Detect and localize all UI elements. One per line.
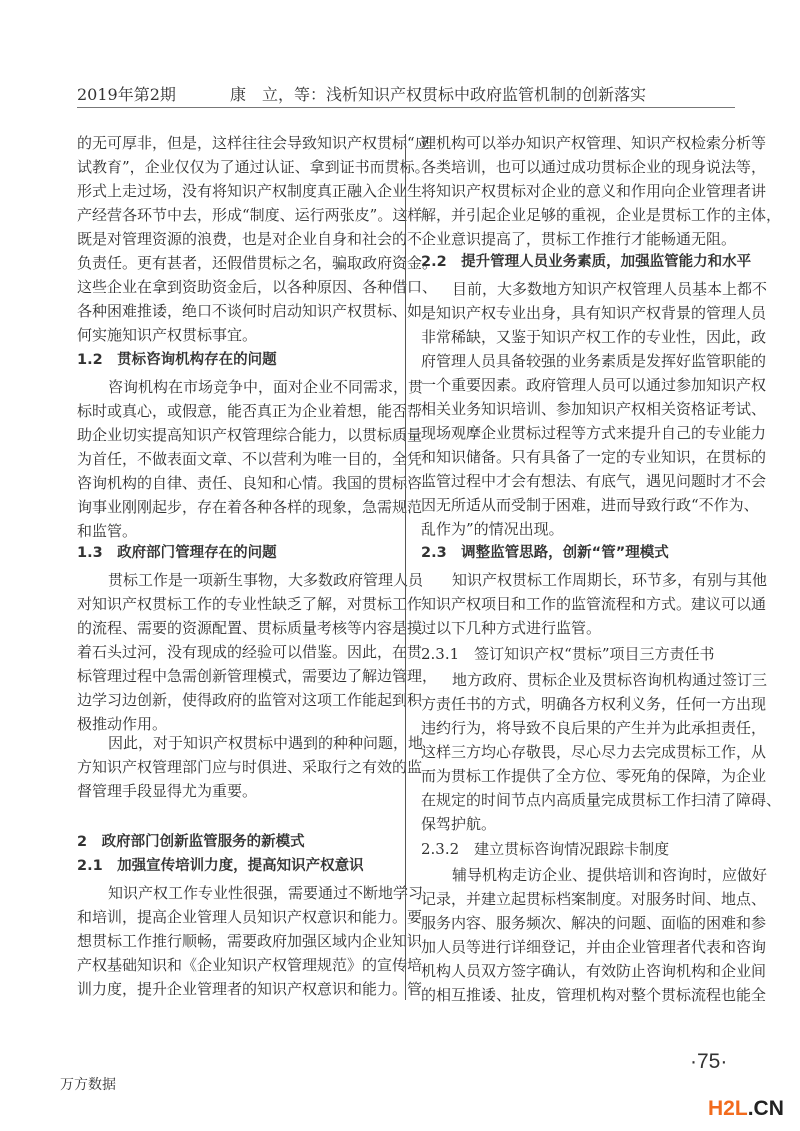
text-line: 知识产权工作专业性很强，需要通过不断地学习	[108, 884, 424, 902]
text-line: 产经营各环节中去，形成“制度、运行两张皮”。这样	[77, 206, 423, 224]
paragraph	[77, 131, 438, 347]
text-line: 和监管。	[77, 522, 138, 540]
section-heading: 2.3 调整监管思路，创新“管”理模式	[421, 545, 669, 561]
text-line: 贯标工作是一项新生事物，大多数政府管理人员	[108, 571, 424, 589]
paragraph	[421, 131, 782, 251]
text-line: 形式上走过场，没有将知识产权制度真正融入企业生	[77, 182, 423, 200]
text-line: 和培训，提高企业管理人员知识产权意识和能力。要	[77, 908, 423, 926]
text-line: 边学习边创新，使得政府的监管对这项工作能起到积	[77, 691, 423, 709]
text-line: 咨询机构在市场竞争中，面对企业不同需求，贯	[108, 378, 424, 396]
heading-block	[77, 540, 390, 566]
paragraph	[421, 668, 782, 836]
section-heading: 2 政府部门创新监管服务的新模式	[77, 834, 305, 850]
heading-block	[421, 836, 734, 862]
heading-block	[421, 249, 752, 275]
text-line: 和知识储备。只有具备了一定的专业知识，在贯标的	[421, 448, 767, 466]
column-divider	[405, 134, 406, 1000]
heading-block	[421, 641, 734, 667]
text-line: 负责任。更有甚者，还假借贯标之名，骗取政府资金。	[77, 254, 438, 272]
text-line: 督管理手段显得尤为重要。	[77, 782, 258, 800]
text-line: 现场观摩企业贯标过程等方式来提升自己的专业能力	[421, 424, 767, 442]
text-line: 理机构可以举办知识产权管理、知识产权检索分析等	[421, 134, 767, 152]
text-line: 将知识产权贯标对企业的意义和作用向企业管理者讲	[421, 182, 767, 200]
heading-block	[77, 347, 390, 373]
text-line: 加人员等进行详细登记，并由企业管理者代表和咨询	[421, 938, 767, 956]
running-title: 康 立，等：浅析知识产权贯标中政府监管机制的创新落实	[230, 85, 647, 104]
text-line: 目前，大多数地方知识产权管理人员基本上都不	[452, 280, 768, 298]
text-line: 方责任书的方式，明确各方权利义务，任何一方出现	[421, 695, 767, 713]
section-heading: 2.2 提升管理人员业务素质，加强监管能力和水平	[421, 254, 752, 270]
text-line: 试教育”，企业仅仅为了通过认证、拿到证书而贯标。	[77, 158, 430, 176]
subsection-heading: 2.3.1 签订知识产权“贯标”项目三方责任书	[421, 645, 715, 663]
text-line: 产权基础知识和《企业知识产权管理规范》的宣传培	[77, 956, 423, 974]
text-line: 着石头过河，没有现成的经验可以借鉴。因此，在贯	[77, 643, 423, 661]
heading-block	[421, 540, 734, 566]
text-line: 乱作为”的情况出现。	[421, 520, 564, 538]
subsection-heading: 2.3.2 建立贯标咨询情况跟踪卡制度	[421, 840, 670, 858]
text-line: 知识产权项目和工作的监管流程和方式。建议可以通	[421, 595, 767, 613]
text-line: 服务内容、服务频次、解决的问题、面临的困难和参	[421, 914, 767, 932]
text-line: 因此，对于知识产权贯标中遇到的种种问题，地	[108, 734, 424, 752]
text-line: 助企业切实提高知识产权管理综合能力，以贯标质量	[77, 426, 423, 444]
text-line: 的流程、需要的资源配置、贯标质量考核等内容是摸	[77, 619, 423, 637]
text-line: 标管理过程中急需创新管理模式，需要边了解边管理，	[77, 667, 438, 685]
text-line: 训力度，提升企业管理者的知识产权意识和能力。管	[77, 980, 423, 998]
text-line: 各类培训，也可以通过成功贯标企业的现身说法等，	[421, 158, 767, 176]
database-mark: 万方数据	[60, 1077, 116, 1093]
text-line: 何实施知识产权贯标事宜。	[77, 326, 258, 344]
text-line: 相关业务知识培训、参加知识产权相关资格证考试、	[421, 400, 767, 418]
text-line: 这些企业在拿到资助资金后，以各种原因、各种借口、	[77, 278, 438, 296]
text-line: 而为贯标工作提供了全方位、零死角的保障，为企业	[421, 767, 767, 785]
heading-block	[77, 853, 390, 879]
text-line: 为首任，不做表面文章、不以营利为唯一目的，全凭	[77, 450, 423, 468]
section-heading: 1.3 政府部门管理存在的问题	[77, 545, 277, 561]
text-line: 地方政府、贯标企业及贯标咨询机构通过签订三	[452, 671, 768, 689]
text-line: 各种困难推诿，绝口不谈何时启动知识产权贯标、如	[77, 302, 423, 320]
text-line: 的无可厚非，但是，这样往往会导致知识产权贯标“应	[77, 134, 430, 152]
text-line: 企业意识提高了，贯标工作推行才能畅通无阻。	[421, 230, 737, 248]
text-line: 保驾护航。	[421, 815, 497, 833]
text-line: 这样三方均心存敬畏，尽心尽力去完成贯标工作，从	[421, 743, 767, 761]
issue-label: 2019年第2期	[77, 85, 176, 104]
paragraph	[421, 863, 768, 1007]
watermark-logo	[708, 1097, 784, 1121]
section-heading: 1.2 贯标咨询机构存在的问题	[77, 352, 277, 368]
paragraph	[77, 375, 424, 543]
text-line: 非常稀缺，又鉴于知识产权工作的专业性，因此，政	[421, 328, 767, 346]
text-line: 的相互推诿、扯皮，管理机构对整个贯标流程也能全	[421, 986, 767, 1004]
page-number: ·75·	[690, 1050, 728, 1073]
text-line: 对知识产权贯标工作的专业性缺乏了解，对贯标工作	[77, 595, 423, 613]
text-line: 一个重要因素。政府管理人员可以通过参加知识产权	[421, 376, 767, 394]
text-line: 方知识产权管理部门应与时俱进、采取行之有效的监	[77, 758, 423, 776]
text-line: 府管理人员具备较强的业务素质是发挥好监管职能的	[421, 352, 767, 370]
text-line: 在规定的时间节点内高质量完成贯标工作扫清了障碍、	[421, 791, 782, 809]
text-line: 违约行为，将导致不良后果的产生并为此承担责任，	[421, 719, 767, 737]
text-line: 解，并引起企业足够的重视，企业是贯标工作的主体，	[421, 206, 782, 224]
paragraph	[77, 731, 424, 803]
text-line: 记录，并建立起贯标档案制度。对服务时间、地点、	[421, 890, 767, 908]
text-line: 知识产权贯标工作周期长，环节多，有别与其他	[452, 571, 768, 589]
text-line: 极推动作用。	[77, 715, 168, 733]
text-line: 想贯标工作推行顺畅，需要政府加强区域内企业知识	[77, 932, 423, 950]
text-line: 是知识产权专业出身，具有知识产权背景的管理人员	[421, 304, 767, 322]
watermark-part1: H2L	[708, 1097, 748, 1120]
paragraph	[421, 277, 768, 541]
watermark-part2: .CN	[747, 1097, 784, 1120]
text-line: 既是对管理资源的浪费，也是对企业自身和社会的不	[77, 230, 423, 248]
text-line: 辅导机构走访企业、提供培训和咨询时，应做好	[452, 866, 768, 884]
text-line: 咨询机构的自律、责任、良知和心情。我国的贯标咨	[77, 474, 423, 492]
text-line: 机构人员双方签字确认，有效防止咨询机构和企业间	[421, 962, 767, 980]
text-line: 询事业刚刚起步，存在着各种各样的现象，急需规范	[77, 498, 423, 516]
paragraph	[77, 881, 424, 1001]
text-line: 标时或真心，或假意，能否真正为企业着想，能否帮	[77, 402, 423, 420]
text-line: 监管过程中才会有想法、有底气，遇见问题时才不会	[421, 472, 767, 490]
section-heading: 2.1 加强宣传培训力度，提高知识产权意识	[77, 858, 364, 874]
header-rule	[77, 107, 735, 108]
text-line: 过以下几种方式进行监管。	[421, 619, 602, 637]
paragraph	[421, 568, 768, 640]
heading-block	[77, 829, 390, 855]
text-line: 因无所适从而受制于困难，进而导致行政“不作为、	[421, 496, 759, 514]
paragraph	[77, 568, 438, 736]
